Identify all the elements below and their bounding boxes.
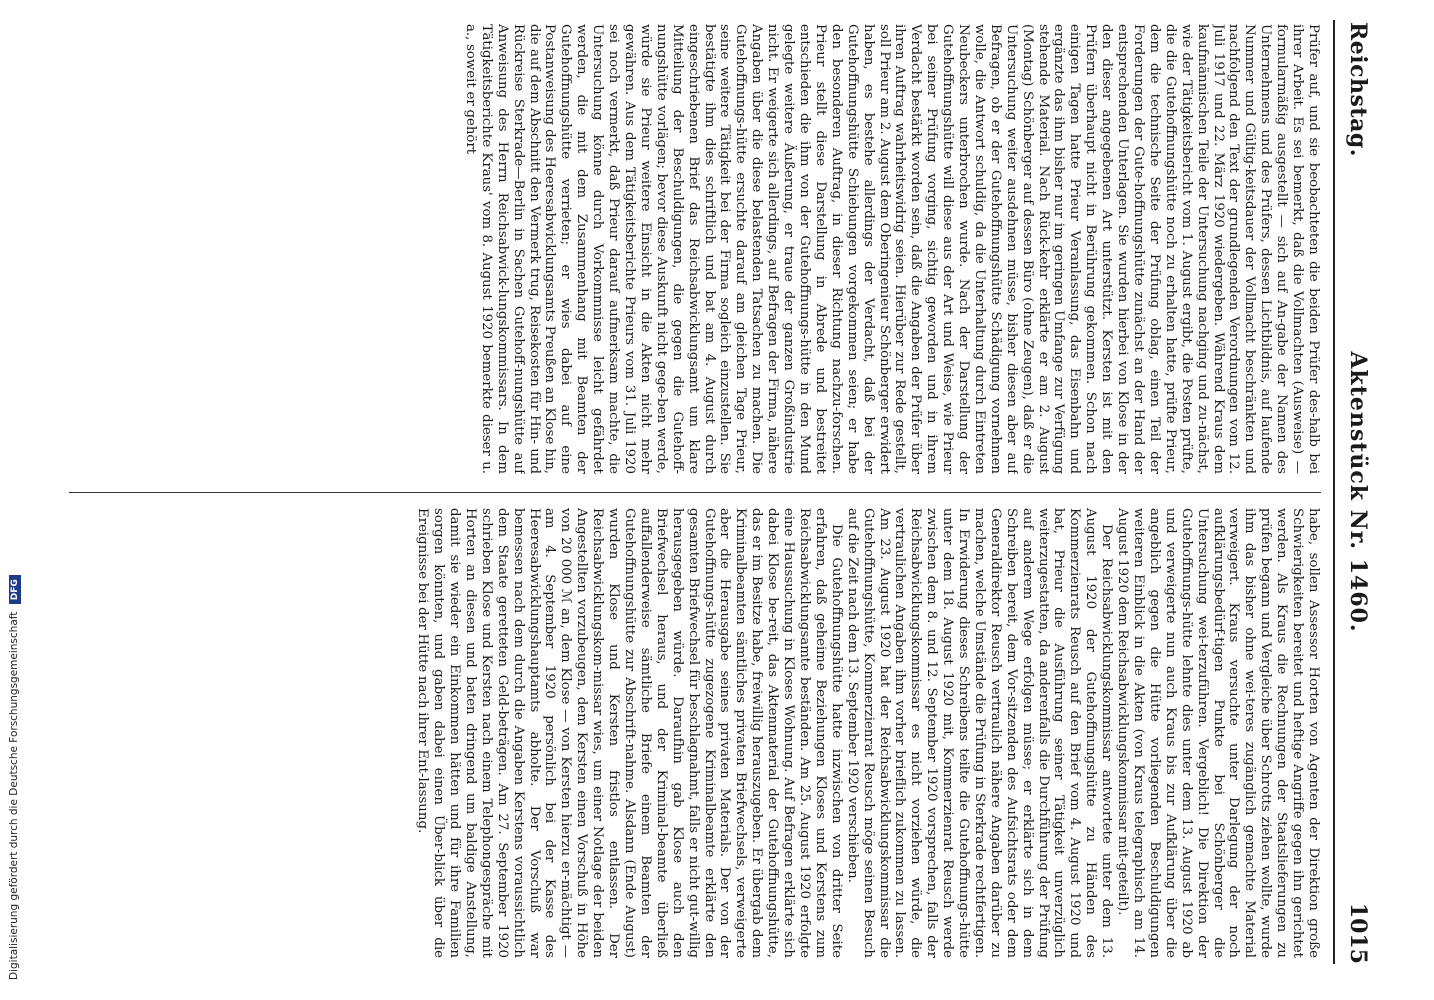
header-left-title: Reichstag.	[1345, 22, 1371, 157]
right-column	[61, 508, 1321, 958]
imprint-text: Digitalisierung gefördert durch die Deutsche Forschungsgemeinschaft	[8, 611, 20, 980]
dfg-logo: DFG	[9, 575, 21, 604]
header-center-title: Aktenstück Nr. 1460.	[1345, 351, 1371, 633]
header-rule	[1333, 20, 1335, 964]
left-column-paragraph: Prüfer auf, und sie beobachteten die beiden Prüfer des-halb bei ihrer Arbeit. Es sei bemerkt, daß die Vollmachten (Ausweise) — formularmäßig ausgestellt — sich auf An-gabe der Namen des Unternehmens und des Prüfers, dessen Lichtbildnis, auf laufende Nummer und Gültig-keitsdauer der Vollmacht beschränkten und nachfolgend den Text der grundlegenden Verordnungen vom 12. Juli 1917 und 22. März 1920 wiedergeben. Während Kraus dem kaufmännischen Teile der Untersuchung nachging und zu-nächst, wie der Tätigkeitsbericht vom 1. August ergibt, die Posten prüfte, die die Gutehoffnungshütte noch zu erhalten hatte, prüfte Prieur, dem die technische Seite der Prüfung oblag, einen Teil der Forderungen der Gute-hoffnungshütte zunächst an der Hand der entsprechenden Unterlagen. Sie wurden hierbei von Klose in der den dieser angegebenen Art unterstützt. Kersten ist mit den Prüfern überhaupt nicht in Berührung gekommen. Schon nach einigen Tagen hatte Prieur Veranlassung, das Eisenbahn und ergänzte das ihm bisher nur im geringen Umfange zur Verfügung stehende Material. Nach Rück-kehr erklärte er am 2. August (Montag) Schönberger auf dessen Büro (ohne Zeugen), daß er die Untersuchung weiter ausdehnen müsse, bisher diesen aber auf Befragen, ob er der Gutehoffnungshütte Schädigung vornehmen wolle, die Antwort schuldig, da die Unterhaltung durch Eintreten Neubeckers unterbrochen wurde. Nach der Darstellung der Gutehoffnungshütte will diese aus der Art und Weise, wie Prieur bei seiner Prüfung vorging, sichtig geworden und in ihrem Verdacht bestärkt worden sein, daß die Angaben der Prüfer über ihren Auftrag wahrheitswidrig seien. Hierüber zur Rede gestellt, soll Prieur am 2. August dem Oberingenieur Schönberger erwidert haben, es bestehe allerdings der Verdacht, daß bei der Gutehoffnungshütte Schiebungen vorgekommen seien; er habe den besonderen Auftrag, in dieser Richtung nachzu-forschen. Prieur stellt diese Darstellung in Abrede und bestreitet entschieden die ihm von der Gutehoffnungs-hütte in den Mund gelegte weitere Äußerung, er traue der ganzen Großindustrie nicht. Er weigerte sich allerdings, auf Befragen der Firma, nähere Angaben über die diese belastenden Tatsachen zu machen. Die Gutehoffnungs-hütte ersuchte darauf am gleichen Tage Prieur, seine weitere Tätigkeit bei der Firma sogleich einzustellen. Sie bestätigte ihm dies schriftlich und bat am 4. August durch eingeschriebenen Brief das Reichsabwicklungsamt um klare Mitteilung der Beschuldigungen, die gegen die Gutehoff-nungshütte vorlägen; bevor diese Auskunft nicht gege-ben werde, würde sie Prieur weitere Einsicht in die Akten nicht mehr gewähren. Aus dem Tätigkeitsberichte Prieurs vom 31. Juli 1920 sei noch vermerkt, daß Prieur darauf aufmerksam machte, die Untersuchung könne durch Vorkommnisse leicht gefährdet werden, die mit dem Zusammenhang mit Beamten der Gutehoffnungshütte verrieten; er wies dabei auf eine Postanweisung des Heeresabwicklungsamts Preußen an Klose hin, die auf dem Abschnitt den Vermerk trug, Reisekosten für Hin- und Rückreise Sterkrade—Berlin in Sachen Gutehoff-nungshütte auf Anweisung des Herrn Reichsabwick-lungskommissars. In dem Tätigkeitsberichte Kraus' vom 8. August 1920 bemerkte dieser u. a., soweit er gehört	[462, 24, 1321, 474]
document-sheet	[49, 12, 1379, 972]
left-column	[61, 24, 1321, 474]
column-divider	[69, 492, 1321, 493]
page-header	[1339, 12, 1379, 972]
page-number: 1015	[1345, 902, 1371, 964]
right-column-paragraph: Der Reichsabwicklungskommissar antwortete unter dem 13. August 1920 der Gutehoffnungshütte zu Händen des Kommerzienrats Reusch auf den Brief vom 4. August 1920 und bat, Prieur die Ausführung seiner Tätigkeit unverzüglich weiterzugestatten, da anderenfalls die Durchführung der Prüfung auf anderem Wege erfolgen müsse; er erklärte sich in dem Schreiben bereit, dem Vor-sitzenden des Aufsichtsrats oder dem Generaldirektor Reusch vertraulich nähere Angaben darüber zu machen, welche Umstände die Prüfung in Sterkrade rechtfertigen. In Erwiderung dieses Schreibens teilte die Gutehoffnungs-hütte unter dem 18. August 1920 mit, Kommerzienrat Reusch werde zwischen dem 8. und 12. September 1920 vorsprechen, falls der Reichsabwicklungskommissar es nicht vorziehen würde, die vertraulichen Angaben ihm vorher brieflich zukommen zu lassen. Am 23. August 1920 hat der Reichsabwicklungskommissar die Gutehoffnungshütte, Kommerzienrat Reusch möge seinen Besuch auf die Zeit nach dem 13. September 1920 verschieben.	[844, 508, 1115, 958]
right-column-paragraph: habe, sollen Assessor Horten von Agenten der Direktion große Schwierigkeiten bereitet und heftige Angriffe gegen ihn gerichtet werden. Als Kraus die Rechnungen der Staatslieferungen zu prüfen begann und Vergleiche über Schrotts ziehen wollte, wurde ihm das bisher ohne wei-teres zugänglich gemachte Material verweigert. Kraus versuchte unter Darlegung der noch aufklärungsbedürf-tigen Punkte bei Schönberger die Untersuchung wei-terzuführen. Vergeblich! Die Direktion der Gutehoffnungs-hütte lehnte dies unter dem 13. August 1920 ab und verweigerte nun auch Kraus bis zur Aufklärung über die angeblich gegen die Hütte vorliegenden Beschuldigungen weiteren Einblick in die Akten (von Kraus telegraphisch am 14. August 1920 dem Reichsabwicklungskommissar mit-geteilt).	[1115, 508, 1321, 958]
right-column-paragraph: Die Gutehoffnungshütte hatte inzwischen von dritter Seite erfahren, daß geheime Beziehungen Kloses und Kerstens zum Reichsabwicklungsamte beständen. Am 25. August 1920 erfolgte eine Haussuchung in Kloses Wohnung. Auf Befragen erklärte sich dabei Klose be-reit, das Aktenmaterial der Gutehoffnungshütte, das er im Besitze habe, freiwillig herauszugeben. Er übergab dem Kriminalbeamten sämtliches privaten Briefwechsels, verweigerte aber die Herausgabe seines privaten Materials. Der von der Gutehoffnungs-hütte zugezogene Kriminalbeamte erklärte den gesamten Briefwechsel für beschlagnahmt, falls er nicht gut-willig herausgegeben würde. Daraufhin gab Klose auch den Briefwechsel heraus, und der Kriminal-beamte überließ auffallenderweise sämtliche Briefe einem Beamten der Gutehoffnungshütte zur Abschrift-nahme. Alsdann (Ende August) wurden Klose und Kersten fristlos entlassen. Der Reichsabwicklungskom-missar wies, um einer Notlage der beiden Angestellten vorzubeugen, dem Kersten einen Vorschuß in Höhe von 20 000 ℳ an, dem Klose — von Kersten hierzu er-mächtigt — am 4. September 1920 persönlich bei der Kasse des Heeresabwicklungshauptamts abholte. Der Vorschuß war bemessen nach dem durch die Angaben Kerstens voraussichtlich dem Staate geretteten Geld-beträgen. Am 27. September 1920 schrieben Klose und Kersten nach einem Telephongespräche mit Horten an diesen und baten dringend um baldige Anstellung, damit sie wieder ein Einkommen hätten und für ihre Familien sorgen könnten, und gaben dabei einen Über-blick über die Ereignisse bei der Hütte nach ihrer Ent-lassung.	[415, 508, 844, 958]
